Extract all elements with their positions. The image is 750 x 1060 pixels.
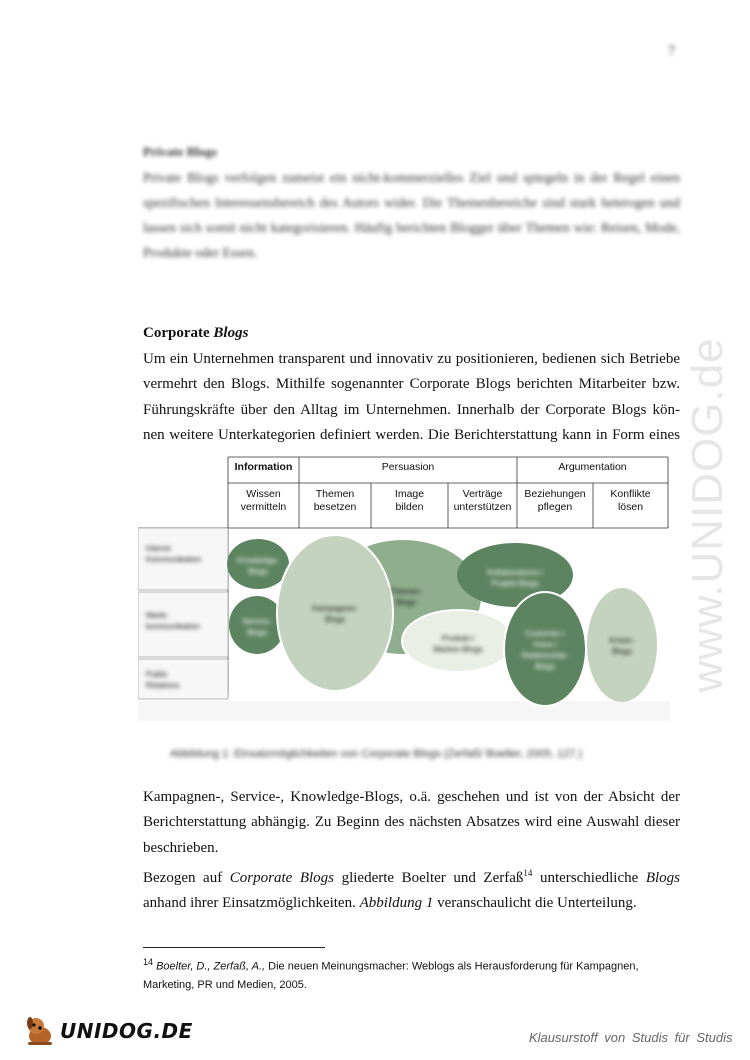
subheader-vertraege-unterstuetzen: Verträge unterstützen bbox=[453, 488, 512, 513]
bubble-layer bbox=[227, 535, 657, 706]
continuation-line-1: Kampagnen-, Service-, Knowledge-Blogs, o.ä. geschehen und ist von der Absicht der bbox=[143, 789, 680, 805]
corporate-blogs-heading: Corporate Blogs bbox=[143, 325, 249, 341]
figure-caption: Abbildung 1: Einsatzmöglichkeiten von Corporate Blogs (Zerfaß/ Boelter, 2005, 127.) bbox=[170, 748, 583, 760]
bubble-label-kampagnen: Kampagnen- Blogs bbox=[312, 604, 358, 624]
footnote-rule bbox=[143, 947, 325, 948]
continuation-paragraph bbox=[143, 785, 680, 916]
corporate-blogs-paragraph bbox=[143, 347, 680, 448]
row-label-markt: Markt- kommunikation bbox=[146, 611, 200, 631]
private-blogs-heading: Private Blogs bbox=[143, 144, 218, 159]
continuation-line-3: beschrieben. bbox=[143, 839, 219, 856]
header-information: Information bbox=[234, 461, 293, 473]
bubble-label-kollaboration: Kollaborations-/ Projekt-Blogs bbox=[487, 568, 543, 588]
paragraph-line: Führungskräfte über den Alltag im Unternehmen. Innerhalb der Corporate Blogs kön- bbox=[143, 401, 680, 418]
header-argumentation: Argumentation bbox=[558, 461, 627, 473]
bubble-label-service: Service- Blogs bbox=[242, 617, 272, 637]
bubble-label-krisen: Krisen- Blogs bbox=[609, 636, 635, 656]
logo-text: UNIDOG.DE bbox=[60, 1019, 193, 1043]
private-blogs-paragraph: Private Blogs verfolgen zumeist ein nicht-kommerzielles Ziel und spiegeln in der Regel einen spezifischen Interessensbereich des Autors wider. Die Themenbereiche sind stark heterogen und lassen sich somit nicht kategorisieren. Häufig berichten Blogger über Themen wie: Reisen, Mode, Produkte oder Essen. bbox=[143, 170, 680, 260]
footer-tagline: Klausurstoff von Studis für Studis bbox=[529, 1030, 733, 1045]
subheader-konflikte-loesen: Konflikte lösen bbox=[610, 488, 651, 513]
subheader-themen-besetzen: Themen besetzen bbox=[313, 488, 357, 513]
page-number: 7 bbox=[668, 44, 675, 59]
subheader-wissen-vermitteln: Wissen vermitteln bbox=[240, 488, 287, 513]
paragraph-line: Um ein Unternehmen transparent und innovativ zu positionieren, bedienen sich Betriebe bbox=[143, 351, 680, 367]
bubble-label-customer: Customer-/ Voice-/ Relationship- Blogs bbox=[521, 629, 569, 671]
watermark: www.UNIDOG.de bbox=[683, 337, 732, 693]
continuation-line-4: Bezogen auf Corporate Blogs gliederte Boelter und Zerfaß$^{14}$ unterschiedliche Blogs bbox=[143, 867, 681, 886]
bubble-label-themen: Themen- Blogs bbox=[389, 587, 422, 607]
dog-icon bbox=[24, 1014, 58, 1048]
continuation-line-2: Berichterstattung abhängig. Zu Beginn des nächsten Absatzes wird eine Auswahl dieser bbox=[143, 814, 680, 831]
row-label-intern: Interne Kommunikation bbox=[146, 544, 202, 564]
row-label-pr: Public Relations bbox=[146, 670, 180, 690]
paragraph-line: nen weitere Unterkategorien definiert werden. Die Berichterstattung kann in Form eines bbox=[143, 426, 680, 443]
header-persuasion: Persuasion bbox=[381, 461, 435, 473]
bubble-label-knowledge: Knowledge- Blogs bbox=[236, 556, 280, 576]
footnote: $^{14}$ Boelter, D., Zerfaß, A., Die neuen Meinungsmacher: Weblogs als Herausforderung für Kampagnen, Marketing, PR und Medien, 2005. bbox=[143, 957, 639, 991]
unidog-logo bbox=[24, 1014, 193, 1048]
bubble-label-produkt: Produkt-/ Marken-Blogs bbox=[433, 634, 483, 654]
paragraph-line: vermehrt den Blogs. Mithilfe sogenannter Corporate Blogs berichten Mitarbeiter bzw. bbox=[143, 376, 680, 393]
continuation-line-5: anhand ihrer Einsatzmöglichkeiten. Abbildung 1 veranschaulicht die Unterteilung. bbox=[143, 895, 637, 912]
subheader-beziehungen-pflegen: Beziehungen pflegen bbox=[524, 488, 586, 513]
subheader-image-bilden: Image bilden bbox=[394, 488, 425, 513]
corporate-blogs-figure bbox=[138, 455, 670, 727]
